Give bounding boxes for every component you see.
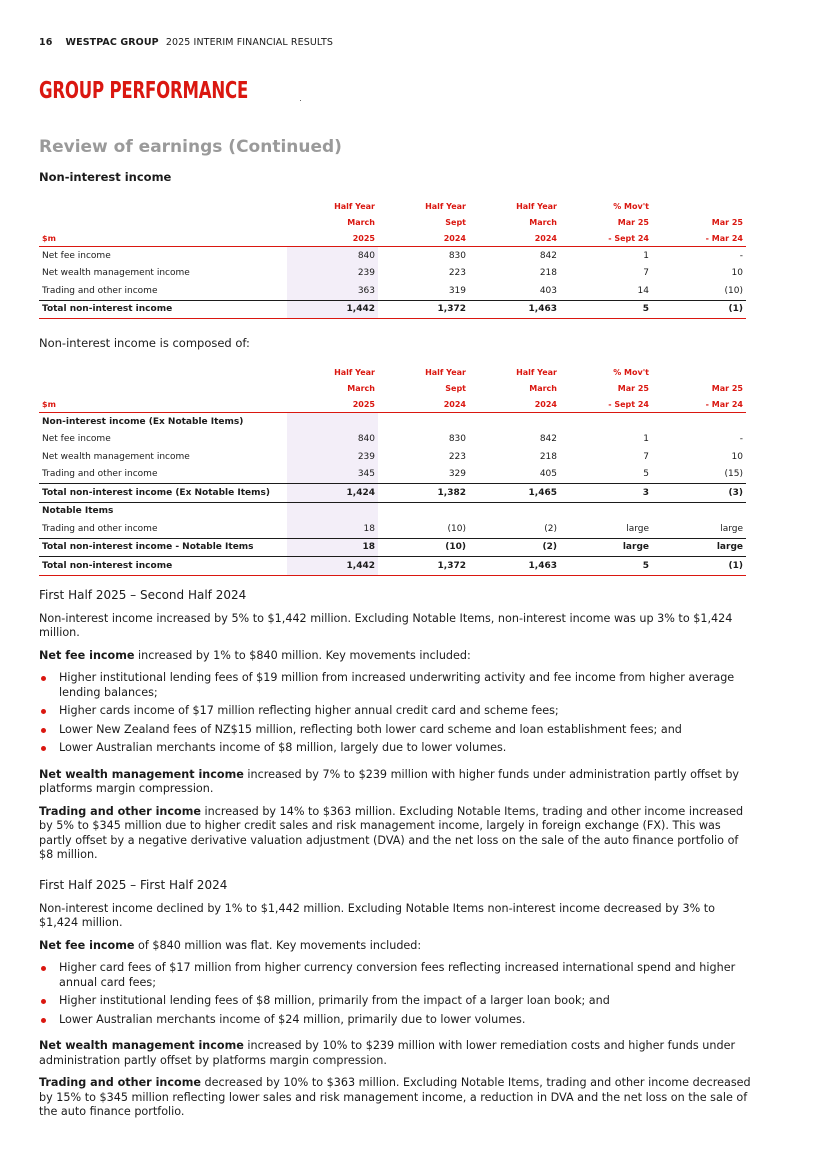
value-cell: 319 — [448, 285, 466, 296]
header-cell: 2024 — [469, 396, 560, 413]
header-cell: - Mar 24 — [652, 396, 746, 413]
value-cell: 239 — [287, 265, 378, 283]
value-cell: 239 — [287, 448, 378, 466]
paragraph-text: increased by 10% to $239 million with lower remediation costs and higher funds under administration partly offset by platforms margin compression. — [39, 1039, 736, 1067]
list-item: Higher institutional lending fees of $8 million, primarily from the impact of a larger loan book; and — [39, 994, 751, 1009]
bullet-list — [39, 671, 751, 756]
header-cell: Half Year — [425, 201, 466, 211]
bullet-list — [39, 961, 751, 1027]
value-cell: 5 — [643, 469, 649, 480]
table-row — [39, 520, 746, 538]
header-cell: 2024 — [378, 396, 469, 413]
header-cell: Half Year — [334, 367, 375, 377]
header-cell: % Mov't — [613, 201, 649, 211]
value-cell: 1,372 — [378, 557, 469, 576]
value-cell: 1,463 — [469, 300, 560, 319]
row-label: Total non-interest income - Notable Items — [39, 538, 287, 557]
value-cell: 7 — [643, 268, 649, 279]
value-cell: (1) — [652, 300, 746, 319]
value-cell: 18 — [287, 520, 378, 538]
header-cell: 2024 — [469, 230, 560, 247]
header-cell: March — [347, 217, 375, 227]
brand-name: WESTPAC GROUP — [65, 37, 159, 48]
header-cell: - Mar 24 — [652, 230, 746, 247]
section-label: Notable Items — [39, 502, 287, 520]
value-cell: 405 — [539, 469, 557, 480]
value-cell: 840 — [287, 247, 378, 265]
value-cell: 223 — [448, 451, 466, 462]
value-cell: 1 — [643, 250, 649, 261]
bold-lead: Trading and other income — [39, 1076, 201, 1089]
table-row — [39, 265, 746, 283]
value-cell: (3) — [652, 484, 746, 503]
subtotal-row — [39, 538, 746, 557]
value-cell: 5 — [560, 300, 652, 319]
subtotal-row — [39, 484, 746, 503]
value-cell: 403 — [539, 285, 557, 296]
header-cell: % Mov't — [613, 367, 649, 377]
non-interest-income-table — [39, 198, 746, 319]
value-cell: (10) — [447, 523, 466, 534]
unit-label: $m — [39, 396, 287, 413]
list-item: Higher cards income of $17 million reflecting higher annual credit card and scheme fees; — [39, 704, 751, 719]
value-cell — [378, 413, 469, 431]
header-row-1 — [39, 364, 746, 380]
value-cell: 218 — [539, 268, 557, 279]
value-cell: 842 — [539, 434, 557, 445]
paragraph-text: increased by 7% to $239 million with higher funds under administration partly offset by platforms margin compression. — [39, 767, 740, 795]
header-cell: Sept — [445, 217, 466, 227]
value-cell: 329 — [448, 469, 466, 480]
page-number: 16 — [39, 37, 53, 48]
table-row — [39, 466, 746, 484]
total-row — [39, 557, 746, 576]
header-cell: Half Year — [334, 201, 375, 211]
value-cell: 1,465 — [469, 484, 560, 503]
value-cell: large — [720, 523, 743, 534]
value-cell: 830 — [448, 250, 466, 261]
row-label: Trading and other income — [42, 523, 158, 534]
value-cell: 1,442 — [287, 557, 378, 576]
section-label: Non-interest income (Ex Notable Items) — [42, 416, 244, 427]
header-row-3 — [39, 396, 746, 413]
value-cell — [469, 502, 560, 520]
value-cell: 3 — [560, 484, 652, 503]
row-label: Trading and other income — [42, 469, 158, 480]
value-cell: large — [652, 538, 746, 557]
table-row — [39, 247, 746, 265]
header-cell — [39, 214, 287, 230]
header-cell: - Sept 24 — [560, 396, 652, 413]
row-label: Total non-interest income — [39, 300, 287, 319]
header-cell — [39, 380, 287, 396]
value-cell: 1,372 — [378, 300, 469, 319]
header-cell — [39, 364, 287, 380]
value-cell: - — [739, 434, 743, 445]
bold-lead: Net fee income — [39, 938, 135, 952]
value-cell — [378, 502, 469, 520]
header-cell: 2025 — [287, 396, 378, 413]
header-row-2 — [39, 380, 746, 396]
paragraph: Non-interest income declined by 1% to $1,442 million. Excluding Notable Items non-interest income decreased by 3% to $1,424 million. — [39, 901, 716, 929]
list-item: Higher institutional lending fees of $19 million from increased underwriting activity and fee income from higher average lending balances; — [39, 671, 751, 700]
value-cell: 18 — [287, 538, 378, 557]
row-label: Net fee income — [42, 434, 111, 445]
list-item: Lower Australian merchants income of $8 million, largely due to lower volumes. — [39, 741, 751, 756]
header-row-1 — [39, 198, 746, 214]
row-label: Total non-interest income — [39, 557, 287, 576]
value-cell: 840 — [287, 431, 378, 449]
value-cell: 842 — [539, 250, 557, 261]
value-cell: - — [739, 250, 743, 261]
header-cell: Half Year — [516, 367, 557, 377]
value-cell: 830 — [448, 434, 466, 445]
value-cell: 363 — [287, 282, 378, 300]
value-cell: 14 — [637, 285, 649, 296]
value-cell: 1,442 — [287, 300, 378, 319]
total-row — [39, 300, 746, 319]
value-cell: 223 — [448, 268, 466, 279]
non-interest-income-composition-table — [39, 364, 746, 576]
value-cell: (10) — [378, 538, 469, 557]
value-cell — [287, 502, 378, 520]
header-cell: Mar 25 — [617, 217, 649, 227]
value-cell: (2) — [544, 523, 557, 534]
header-row-3 — [39, 230, 746, 247]
header-cell: - Sept 24 — [560, 230, 652, 247]
value-cell: 1,382 — [378, 484, 469, 503]
row-label: Net wealth management income — [42, 451, 190, 462]
value-cell — [469, 413, 560, 431]
value-cell: (15) — [724, 469, 743, 480]
header-cell: 2024 — [378, 230, 469, 247]
paragraph: Non-interest income increased by 5% to $1,442 million. Excluding Notable Items, non-interest income was up 3% to $1,424 million. — [39, 611, 733, 639]
row-label: Trading and other income — [42, 285, 158, 296]
paragraph — [39, 1039, 751, 1068]
section-heading: First Half 2025 – Second Half 2024 — [39, 588, 247, 602]
list-item: Higher card fees of $17 million from higher currency conversion fees reflecting increased international spend and higher annual card fees; — [39, 961, 751, 990]
table-row — [39, 448, 746, 466]
value-cell — [287, 413, 378, 431]
report-name: 2025 INTERIM FINANCIAL RESULTS — [165, 37, 334, 48]
bold-lead: Net wealth management income — [39, 767, 244, 781]
value-cell — [652, 413, 746, 431]
page-subheading: Review of earnings (Continued) — [39, 137, 342, 157]
header-cell: March — [347, 383, 375, 393]
value-cell: 5 — [560, 557, 652, 576]
value-cell: 218 — [539, 451, 557, 462]
value-cell: 1,463 — [469, 557, 560, 576]
table1-title: Non-interest income — [39, 170, 172, 184]
value-cell — [560, 413, 652, 431]
table-row — [39, 431, 746, 449]
value-cell: (1) — [652, 557, 746, 576]
header-cell: Mar 25 — [711, 217, 743, 227]
paragraph-text: increased by 14% to $363 million. Excluding Notable Items, trading and other income increased by 5% to $345 million due to higher credit sales and risk management income, largely in foreign exchange (FX). This was partly offset by a negative derivative valuation adjustment (DVA) and the net loss on the sale of the auto finance portfolio of $8 million. — [39, 804, 744, 861]
paragraph — [39, 805, 751, 863]
section-h1-2025-vs-h2-2024 — [39, 588, 751, 871]
value-cell: (2) — [469, 538, 560, 557]
decorative-dot — [300, 100, 301, 101]
header-cell — [39, 198, 287, 214]
value-cell: 10 — [731, 268, 743, 279]
header-cell: Half Year — [516, 201, 557, 211]
bold-lead: Net wealth management income — [39, 1039, 244, 1052]
paragraph — [39, 768, 751, 797]
header-cell: Half Year — [425, 367, 466, 377]
value-cell: 1 — [643, 434, 649, 445]
header-cell — [652, 198, 746, 214]
paragraph-text: of $840 million was flat. Key movements included: — [134, 938, 422, 952]
value-cell: 1,424 — [287, 484, 378, 503]
paragraph — [39, 649, 751, 664]
header-cell: March — [529, 217, 557, 227]
bold-lead: Net fee income — [39, 648, 135, 662]
value-cell: 7 — [643, 451, 649, 462]
section-header-row — [39, 502, 746, 520]
header-row-2 — [39, 214, 746, 230]
table-row — [39, 282, 746, 300]
section-h1-2025-vs-h1-2024 — [39, 878, 751, 1128]
header-cell: 2025 — [287, 230, 378, 247]
header-cell — [652, 364, 746, 380]
composed-text: Non-interest income is composed of: — [39, 336, 250, 350]
header-cell: Sept — [445, 383, 466, 393]
row-label: Total non-interest income (Ex Notable Items) — [39, 484, 287, 503]
section-heading: First Half 2025 – First Half 2024 — [39, 878, 228, 892]
row-label: Net fee income — [42, 250, 111, 261]
list-item: Lower New Zealand fees of NZ$15 million, reflecting both lower card scheme and loan establishment fees; and — [39, 723, 751, 738]
bold-lead: Trading and other income — [39, 804, 201, 818]
value-cell — [652, 502, 746, 520]
value-cell — [560, 502, 652, 520]
paragraph-text: decreased by 10% to $363 million. Excluding Notable Items, trading and other income decreased by 15% to $345 million reflecting lower sales and risk management income, a reduction in DVA and the net loss on the sale of the auto finance portfolio. — [39, 1076, 751, 1118]
value-cell: (10) — [724, 285, 743, 296]
paragraph — [39, 939, 751, 954]
value-cell: large — [626, 523, 649, 534]
header-cell: Mar 25 — [711, 383, 743, 393]
value-cell: 345 — [287, 466, 378, 484]
value-cell: large — [560, 538, 652, 557]
value-cell: 10 — [731, 451, 743, 462]
row-label: Net wealth management income — [42, 268, 190, 279]
section-title: GROUP PERFORMANCE — [39, 78, 249, 104]
list-item: Lower Australian merchants income of $24 million, primarily due to lower volumes. — [39, 1013, 751, 1028]
header-cell: March — [529, 383, 557, 393]
paragraph — [39, 1076, 751, 1120]
paragraph-text: increased by 1% to $840 million. Key movements included: — [134, 648, 471, 662]
page-header — [39, 37, 333, 48]
unit-label: $m — [39, 230, 287, 247]
header-cell: Mar 25 — [617, 383, 649, 393]
section-header-row — [39, 413, 746, 431]
